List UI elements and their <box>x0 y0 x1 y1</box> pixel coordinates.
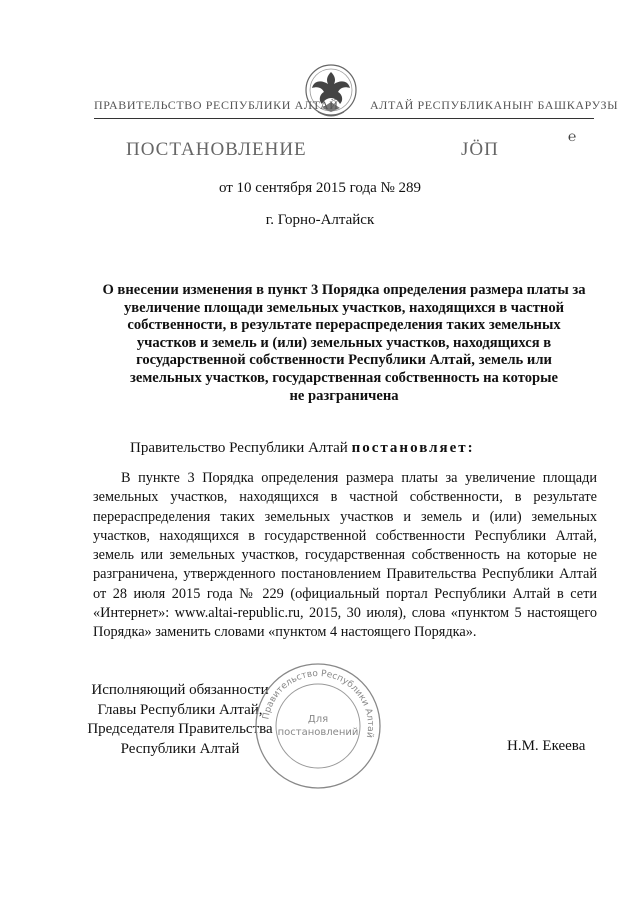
title-line: участков и земель и (или) земельных участков, находящихся в <box>136 334 552 351</box>
document-body: В пункте 3 Порядка определения размера платы за увеличение площади земельных участков, находящихся в частной собственности, в результате перераспределения таких земельных участков и земель и (или) земельных участков, находящихся в государственной собственности Республики Алтай, земель или земельных участков, государственная собственность на которые не разграничена, утвержденного постановлением Правительства Республики Алтай от 28 июля 2015 года № 229 (официальный портал Республики Алтай в сети «Интернет»: www.altai-republic.ru, 2015, 30 июля), слова «пунктом 5 настоящего Порядка» заменить словами «пунктом 4 настоящего Порядка». <box>93 470 597 641</box>
document-date: от 10 сентября 2015 года № 289 <box>218 180 422 196</box>
title-line: собственности, в результате перераспределения таких земельных <box>127 317 561 334</box>
decree-lead: Правительство Республики Алтай <box>130 440 348 456</box>
document-city: г. Горно-Алтайск <box>265 212 375 228</box>
signature-block <box>84 681 276 759</box>
decree-line <box>130 440 475 457</box>
decree-verb: постановляет: <box>351 440 475 456</box>
stamp-center-line-1: Для <box>307 714 329 725</box>
title-line: земельных участков, государственная собственность на которые <box>129 369 559 386</box>
title-line: государственной собственности Республики Алтай, земель или <box>136 352 552 369</box>
signature-line: Республики Алтай <box>120 740 240 757</box>
signatory-name: Н.М. Екеева <box>507 738 586 754</box>
title-line: не разграничена <box>289 387 399 404</box>
signature-line: Председателя Правительства <box>87 721 273 737</box>
title-line: О внесении изменения в пункт 3 Порядка определения размера платы за <box>102 282 586 298</box>
stamp-center-line-2: постановлений <box>277 727 359 738</box>
official-stamp <box>252 660 384 792</box>
republic-emblem-icon <box>304 62 358 124</box>
title-line: увеличение площади земельных участков, находящихся в частной <box>123 299 565 316</box>
signature-line: Исполняющий обязанности <box>91 682 269 698</box>
document-title <box>84 282 604 405</box>
header-divider <box>94 118 594 119</box>
stamp-ring-text: Правительство Республики Алтай <box>261 668 376 739</box>
doc-type-left: ПОСТАНОВЛЕНИЕ <box>126 139 307 160</box>
header-org-left: ПРАВИТЕЛЬСТВО РЕСПУБЛИКИ АЛТАЙ <box>94 98 339 112</box>
signature-line: Главы Республики Алтай, <box>97 701 263 718</box>
header-mark: ℮ <box>568 130 577 145</box>
doc-type-right: JӦП <box>461 139 499 160</box>
header-org-right: АЛТАЙ РЕСПУБЛИКАНЫҤ БАШКАРУЗЫ <box>370 98 619 112</box>
